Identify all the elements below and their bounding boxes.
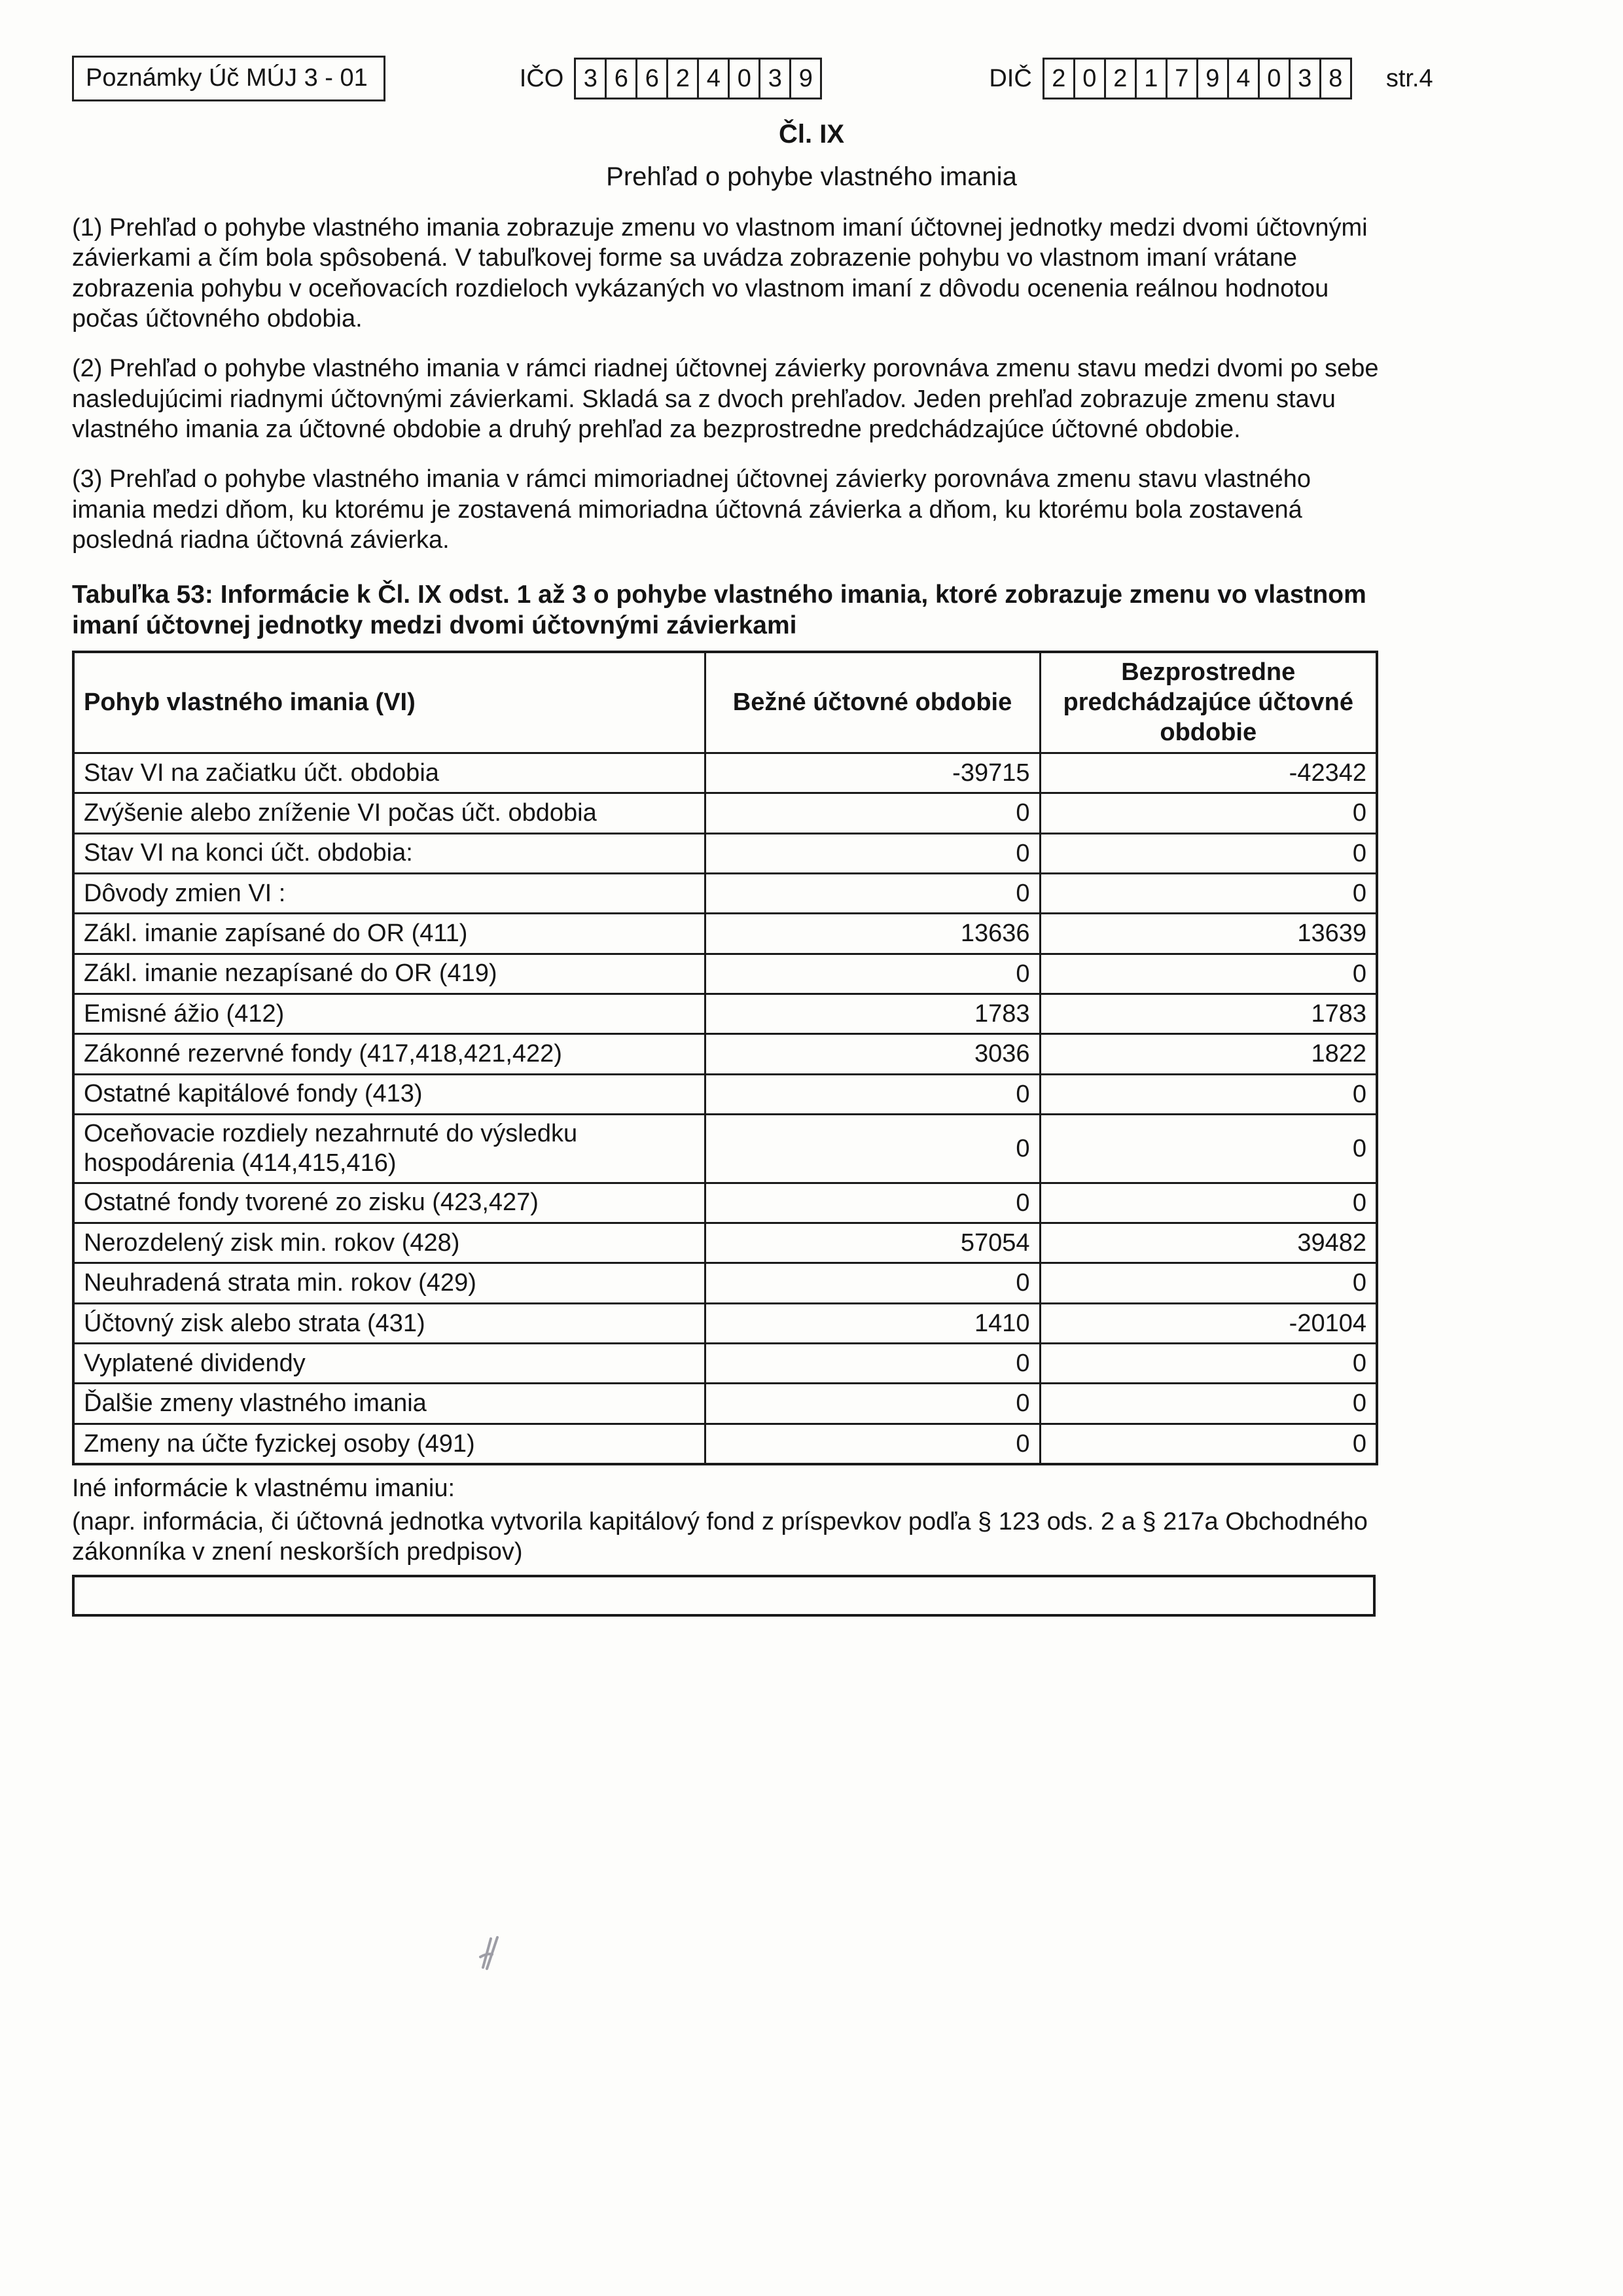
row-label: Emisné ážio (412): [73, 994, 705, 1033]
row-previous-value: 0: [1040, 793, 1377, 833]
dic-digit-box: 2: [1043, 58, 1075, 99]
ico-digit-box: 9: [789, 58, 822, 99]
table-row: [73, 1263, 1377, 1303]
row-previous-value: 0: [1040, 1115, 1377, 1183]
ico-digit-boxes: [574, 58, 822, 99]
row-previous-value: -42342: [1040, 753, 1377, 793]
table-caption: Tabuľka 53: Informácie k Čl. IX odst. 1 až 3 o pohybe vlastného imania, ktoré zobrazuje zmenu vo vlastnom imaní účtovnej jednotky medzi dvomi účtovnými závierkami: [72, 580, 1366, 640]
dic-digit-box: 3: [1289, 58, 1321, 99]
row-current-value: 0: [705, 873, 1040, 913]
row-label: Zvýšenie alebo zníženie VI počas účt. obdobia: [73, 793, 705, 833]
notes-input-box: [72, 1575, 1376, 1617]
row-current-value: -39715: [705, 753, 1040, 793]
table-row: [73, 914, 1377, 954]
row-current-value: 0: [705, 1424, 1040, 1464]
table-row: [73, 753, 1377, 793]
row-current-value: 0: [705, 793, 1040, 833]
ico-digit-box: 3: [574, 58, 607, 99]
row-label: Neuhradená strata min. rokov (429): [73, 1263, 705, 1303]
row-previous-value: 1822: [1040, 1034, 1377, 1074]
row-current-value: 0: [705, 1074, 1040, 1114]
dic-digit-box: 7: [1166, 58, 1198, 99]
row-current-value: 57054: [705, 1223, 1040, 1263]
row-current-value: 13636: [705, 914, 1040, 954]
dic-digit-box: 9: [1196, 58, 1229, 99]
column-header-previous-period: Bezprostredne predchádzajúce účtovné obdobie: [1040, 652, 1377, 753]
column-header-current-period: Bežné účtovné obdobie: [705, 652, 1040, 753]
ico-digit-box: 6: [605, 58, 637, 99]
table-row: [73, 954, 1377, 994]
form-name-label: Poznámky Úč MÚJ 3 - 01: [86, 64, 368, 92]
table-row: [73, 793, 1377, 833]
row-current-value: 0: [705, 954, 1040, 994]
dic-digit-box: 2: [1104, 58, 1137, 99]
row-label: Stav VI na konci účt. obdobia:: [73, 833, 705, 873]
paragraph-2: (2) Prehľad o pohybe vlastného imania v rámci riadnej účtovnej závierky porovnáva zmenu stavu medzi dvomi po sebe nasledujúcimi riadnymi účtovnými závierkami. Skladá sa z dvoch prehľadov. Jeden prehľad zobrazuje zmenu stavu vlastného imania za účtovné obdobie a druhý prehľad za bezprostredne predchádzajúce účtovné obdobie.: [72, 355, 1379, 444]
row-current-value: 0: [705, 1384, 1040, 1424]
row-previous-value: 0: [1040, 873, 1377, 913]
row-label: Zákl. imanie zapísané do OR (411): [73, 914, 705, 954]
paragraph-3: (3) Prehľad o pohybe vlastného imania v rámci mimoriadnej účtovnej závierky porovnáva zmenu stavu vlastného imania medzi dňom, ku ktorému je zostavená mimoriadna účtovná závierka a dňom, ku ktorému bola zostavená posledná riadna účtovná závierka.: [72, 465, 1311, 554]
row-previous-value: 0: [1040, 1424, 1377, 1464]
row-previous-value: -20104: [1040, 1303, 1377, 1343]
ico-group: [520, 58, 823, 99]
row-previous-value: 39482: [1040, 1223, 1377, 1263]
row-label: Zákonné rezervné fondy (417,418,421,422): [73, 1034, 705, 1074]
row-label: Ostatné fondy tvorené zo zisku (423,427): [73, 1183, 705, 1223]
ico-digit-box: 6: [635, 58, 668, 99]
notes-title: Iné informácie k vlastnému imaniu:: [72, 1475, 455, 1503]
row-label: Nerozdelený zisk min. rokov (428): [73, 1223, 705, 1263]
row-current-value: 0: [705, 1115, 1040, 1183]
row-current-value: 0: [705, 1263, 1040, 1303]
form-name-box: [72, 56, 385, 101]
table-row: [73, 1223, 1377, 1263]
row-current-value: 0: [705, 833, 1040, 873]
row-label: Vyplatené dividendy: [73, 1344, 705, 1384]
dic-group: [989, 58, 1351, 99]
dic-digit-box: 4: [1227, 58, 1260, 99]
dic-digit-box: 1: [1135, 58, 1168, 99]
row-label: Oceňovacie rozdiely nezahrnuté do výsledku hospodárenia (414,415,416): [73, 1115, 705, 1183]
pen-scribble: [471, 1931, 517, 1977]
table-row: [73, 1034, 1377, 1074]
row-current-value: 0: [705, 1344, 1040, 1384]
row-current-value: 1783: [705, 994, 1040, 1033]
table-row: [73, 873, 1377, 913]
row-previous-value: 1783: [1040, 994, 1377, 1033]
ico-label: IČO: [519, 64, 564, 92]
notes-body: (napr. informácia, či účtovná jednotka vytvorila kapitálový fond z príspevkov podľa § 123 ods. 2 a § 217a Obchodného zákonníka v znení neskorších predpisov): [72, 1507, 1368, 1566]
equity-table-body: [73, 753, 1377, 1464]
row-label: Ďalšie zmeny vlastného imania: [73, 1384, 705, 1424]
row-label: Zmeny na účte fyzickej osoby (491): [73, 1424, 705, 1464]
table-header-row: [73, 652, 1377, 753]
table-row: [73, 1115, 1377, 1183]
row-label: Ostatné kapitálové fondy (413): [73, 1074, 705, 1114]
table-row: [73, 1344, 1377, 1384]
equity-table: [72, 651, 1378, 1465]
table-row: [73, 1303, 1377, 1343]
ico-digit-box: 4: [697, 58, 730, 99]
dic-digit-box: 0: [1073, 58, 1106, 99]
table-row: [73, 1424, 1377, 1464]
ico-digit-box: 2: [666, 58, 699, 99]
row-previous-value: 13639: [1040, 914, 1377, 954]
table-row: [73, 994, 1377, 1033]
table-row: [73, 833, 1377, 873]
dic-label: DIČ: [989, 64, 1032, 92]
page-subtitle: Prehľad o pohybe vlastného imania: [606, 162, 1017, 192]
ico-digit-box: 3: [758, 58, 791, 99]
paragraph-1: (1) Prehľad o pohybe vlastného imania zobrazuje zmenu vo vlastnom imaní účtovnej jednotky medzi dvomi účtovnými závierkami a čím bola spôsobená. V tabuľkovej forme sa uvádza zobrazenie pohybu vo vlastnom imaní vrátane zobrazenia pohybu v oceňovacích rozdieloch vykázaných vo vlastnom imaní z dôvodu ocenenia reálnou hodnotou počas účtovného obdobia.: [72, 213, 1368, 333]
row-current-value: 1410: [705, 1303, 1040, 1343]
row-label: Dôvody zmien VI :: [73, 873, 705, 913]
row-previous-value: 0: [1040, 833, 1377, 873]
header-bar: [72, 56, 1551, 101]
row-label: Zákl. imanie nezapísané do OR (419): [73, 954, 705, 994]
row-current-value: 3036: [705, 1034, 1040, 1074]
page-number: str.4: [1385, 65, 1433, 92]
row-previous-value: 0: [1040, 1263, 1377, 1303]
row-previous-value: 0: [1040, 1183, 1377, 1223]
row-current-value: 0: [705, 1183, 1040, 1223]
row-previous-value: 0: [1040, 1384, 1377, 1424]
dic-digit-box: 8: [1319, 58, 1352, 99]
dic-digit-box: 0: [1258, 58, 1291, 99]
column-header-movement: Pohyb vlastného imania (VI): [73, 652, 705, 753]
article-title: Čl. IX: [778, 120, 845, 149]
row-previous-value: 0: [1040, 1074, 1377, 1114]
row-label: Stav VI na začiatku účt. obdobia: [73, 753, 705, 793]
table-row: [73, 1074, 1377, 1114]
row-previous-value: 0: [1040, 1344, 1377, 1384]
page-content: [72, 56, 1551, 1617]
row-label: Účtovný zisk alebo strata (431): [73, 1303, 705, 1343]
dic-digit-boxes: [1043, 58, 1352, 99]
row-previous-value: 0: [1040, 954, 1377, 994]
table-row: [73, 1384, 1377, 1424]
table-row: [73, 1183, 1377, 1223]
ico-digit-box: 0: [728, 58, 760, 99]
